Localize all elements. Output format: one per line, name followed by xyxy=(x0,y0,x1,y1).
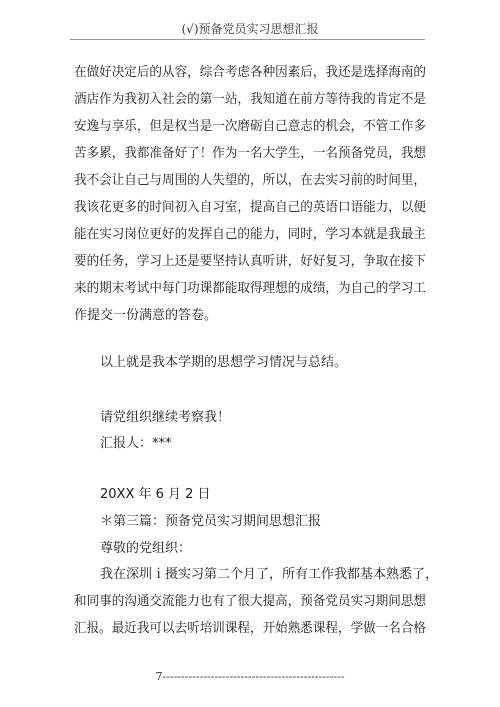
body-line: 汇报。最近我可以去听培训课程，开始熟悉课程，学做一名合格 xyxy=(74,621,427,636)
body-line: 我该花更多的时间初入自习室，提高自己的英语口语能力，以便 xyxy=(74,200,427,215)
body-line: 和同事的沟通交流能力也有了很大提高，预备党员实习期间思想 xyxy=(74,594,427,609)
body-line: 要的任务，学习上还是要坚持认真听讲，好好复习，争取在接下 xyxy=(74,254,427,269)
summary-line: 以上就是我本学期的思想学习情况与总结。 xyxy=(100,355,348,370)
body-line: 能在实习岗位更好的发挥自己的能力，同时，学习本就是我最主 xyxy=(74,227,427,242)
section-title: ＊第三篇：预备党员实习期间思想汇报 xyxy=(100,514,322,529)
reporter-line: 汇报人：*** xyxy=(100,436,172,451)
body-line: 来的期末考试中每门功课都能取得理想的成绩，为自己的学习工 xyxy=(74,281,427,296)
date-line: 20XX 年 6 月 2 日 xyxy=(100,487,211,502)
page-footer: 7------------------------------------------------- xyxy=(155,670,345,683)
body-line: 我不会让自己与周围的人失望的，所以，在去实习前的时间里， xyxy=(74,173,427,188)
page-header: (√)预备党员实习思想汇报 xyxy=(181,22,319,36)
body-line: 苦多累，我都准备好了！作为一名大学生，一名预备党员，我想 xyxy=(74,146,427,161)
body-line: 安逸与享乐，但是权当是一次磨砺自己意志的机会，不管工作多 xyxy=(74,119,427,134)
body-line: 我在深圳ｉ摄实习第二个月了，所有工作我都基本熟悉了， xyxy=(100,567,439,582)
body-line: 在做好决定后的从容，综合考虑各种因素后，我还是选择海南的 xyxy=(74,65,427,80)
request-line: 请党组织继续考察我！ xyxy=(100,410,231,425)
salutation-line: 尊敬的党组织： xyxy=(100,541,192,556)
header-rule xyxy=(70,39,425,40)
body-line: 作提交一份满意的答卷。 xyxy=(74,308,218,323)
body-line: 酒店作为我初入社会的第一站，我知道在前方等待我的肯定不是 xyxy=(74,92,427,107)
